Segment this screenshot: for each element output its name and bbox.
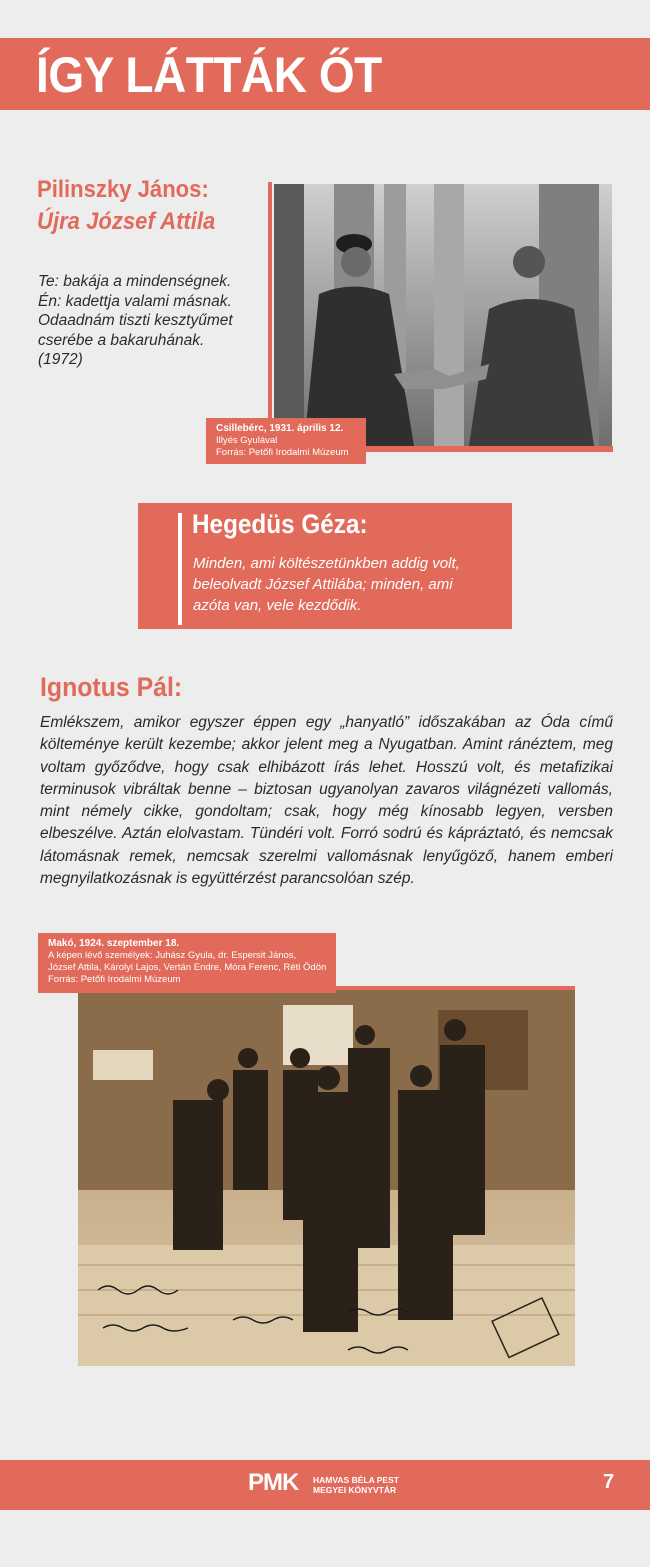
- library-logo-mark: PMK: [248, 1469, 299, 1496]
- page-number: 7: [603, 1471, 615, 1493]
- quote-author: Hegedüs Géza:: [192, 509, 368, 539]
- section3-text: Emlékszem, amikor egyszer éppen egy „hanyatló” időszakában az Óda című költeménye került kezembe; akkor jelent meg a Nyugatban. Amint ránéztem, meg voltam győződve, hogy csak elhibázott írás lehet. Hosszú volt, és metafizikai terminusok vibráltak benne – biztosan ugyanolyan zavaros világnézeti vallomás, mint némely cikke, gondoltam; csak, hogy még kínosabb legyen, versben elbeszélve. Aztán elolvastam. Tündéri volt. Forró sodrú és kápráztató, és nemcsak látomásnak remek, nemcsak szerelmi vallomásnak lenyűgöző, hanem emberi megnyilatkozásnak is együttérzést parancsolóan szép.: [40, 714, 613, 888]
- section1-author: Pilinszky János:: [37, 176, 209, 203]
- photo2-caption-source: Forrás: Petőfi Irodalmi Múzeum: [48, 974, 181, 985]
- poem-line: Odaadnám tiszti kesztyűmet: [38, 312, 233, 329]
- photo1-frame-left: [268, 182, 272, 452]
- photo1-caption: [206, 418, 366, 464]
- photo2-caption-line: József Attila, Károlyi Lajos, Vertán Endre, Móra Ferenc, Réti Ödön: [48, 962, 327, 973]
- section1-heading: [37, 174, 215, 238]
- quote-bar: [178, 513, 182, 625]
- quote-text: Minden, ami költészetünkben addig volt, beleolvadt József Attilába; minden, ami azóta van, vele kezdődik.: [193, 555, 460, 614]
- photo2-caption-line: A képen lévő személyek: Juhász Gyula, dr. Espersit János,: [48, 950, 297, 961]
- section1-poem: [38, 272, 258, 370]
- logo-line: MEGYEI KÖNYVTÁR: [313, 1485, 397, 1495]
- photo2-caption: [38, 933, 336, 993]
- title-band: [0, 38, 650, 110]
- poem-line: cserébe a bakaruhának.: [38, 331, 205, 349]
- photo1-caption-source: Forrás: Petőfi Irodalmi Múzeum: [216, 447, 349, 458]
- poem-line: (1972): [38, 351, 83, 368]
- poem-line: Te: bakája a mindenségnek.: [38, 273, 232, 290]
- footer-band: [0, 1460, 650, 1510]
- photo1-caption-line: Illyés Gyulával: [216, 435, 278, 446]
- library-logo-text: [313, 1475, 399, 1495]
- section1-work-title: Újra József Attila: [37, 208, 216, 235]
- photo2-caption-title: Makó, 1924. szeptember 18.: [48, 938, 180, 949]
- quote-box: [138, 503, 512, 629]
- photo-mako: [78, 990, 575, 1366]
- section3-author: Ignotus Pál:: [40, 672, 183, 702]
- logo-line: HAMVAS BÉLA PEST: [313, 1475, 399, 1485]
- page-title: ÍGY LÁTTÁK ŐT: [36, 47, 382, 103]
- photo1-caption-title: Csillebérc, 1931. április 12.: [216, 423, 344, 434]
- poem-line: Én: kadettja valami másnak.: [38, 292, 232, 310]
- photo-csillebérc: [274, 184, 612, 446]
